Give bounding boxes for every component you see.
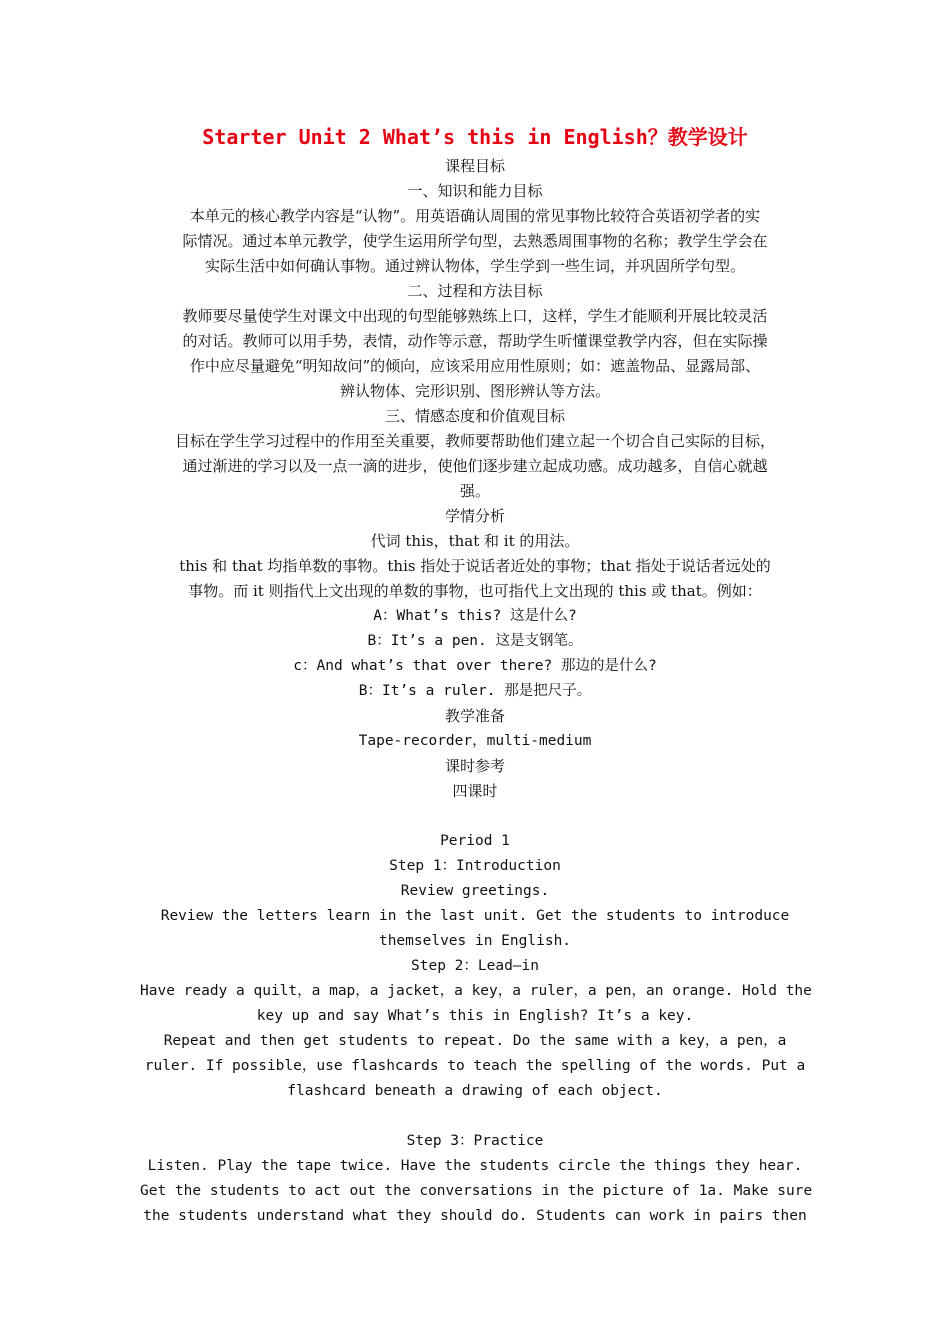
paragraph-line: flashcard beneath a drawing of each object.	[287, 1083, 663, 1099]
step-1-heading: Step 1：Introduction	[389, 858, 561, 874]
paragraph-line: 辨认物体、完形识别、图形辨认等方法。	[339, 382, 610, 400]
step-2-heading: Step 2：Lead—in	[411, 958, 539, 974]
course-goals-heading: 课程目标	[444, 157, 505, 175]
paragraph-line: key up and say What’s this in English? It’s a key.	[256, 1008, 694, 1024]
example-line: c：And what’s that over there? 那边的是什么?	[293, 658, 657, 674]
paragraph-line: Get the students to act out the conversations in the picture of 1a. Make sure	[140, 1183, 813, 1199]
document-title: Starter Unit 2 What’s this in English？教学设计	[202, 125, 748, 149]
paragraph-line: Repeat and then get students to repeat. Do the same with a key，a pen，a	[163, 1033, 787, 1049]
periods-text: 四课时	[452, 782, 498, 800]
step-3-heading: Step 3：Practice	[406, 1133, 544, 1149]
example-line: B：It’s a pen. 这是支钢笔。	[367, 633, 583, 649]
paragraph-line: themselves in English.	[378, 933, 572, 949]
paragraph-line: 本单元的核心教学内容是“认物”。用英语确认周围的常见事物比较符合英语初学者的实	[189, 207, 761, 225]
paragraph-line: 的对话。教师可以用手势，表情，动作等示意，帮助学生听懂课堂教学内容，但在实际操	[182, 332, 768, 350]
paragraph-line: Listen. Play the tape twice. Have the students circle the things they hear.	[147, 1158, 803, 1174]
paragraph-line: 作中应尽量避免“明知故问”的倾向，应该采用应用性原则；如：遮盖物品、显露局部、	[189, 357, 761, 375]
example-line: B：It’s a ruler. 那是把尺子。	[358, 683, 592, 699]
periods-heading: 课时参考	[444, 757, 505, 775]
paragraph-line: Review the letters learn in the last unit. Get the students to introduce	[160, 908, 790, 924]
section-heading-attitude: 三、情感态度和价值观目标	[384, 407, 565, 425]
paragraph-line: 事物。而 it 则指代上文出现的单数的事物，也可指代上文出现的 this 或 that。例如：	[188, 582, 762, 600]
paragraph-line: 强。	[459, 482, 490, 500]
period-1-heading: Period 1	[440, 833, 510, 849]
paragraph-line: 通过渐进的学习以及一点一滴的进步，使他们逐步建立起成功感。成功越多，自信心就越	[182, 457, 768, 475]
spacer	[140, 804, 810, 829]
spacer	[140, 1104, 810, 1129]
paragraph-line: Have ready a quilt，a map，a jacket，a key，a ruler，a pen，an orange. Hold the	[140, 983, 812, 999]
paragraph-line: ruler. If possible，use flashcards to teach the spelling of the words. Put a	[144, 1058, 806, 1074]
section-heading-knowledge: 一、知识和能力目标	[407, 182, 543, 200]
example-line: A：What’s this? 这是什么?	[373, 608, 577, 624]
paragraph-line: 教师要尽量使学生对课文中出现的句型能够熟练上口，这样，学生才能顺利开展比较灵活	[182, 307, 768, 325]
paragraph-line: 实际生活中如何确认事物。通过辨认物体，学生学到一些生词，并巩固所学句型。	[204, 257, 745, 275]
preparation-heading: 教学准备	[444, 707, 505, 725]
section-heading-process: 二、过程和方法目标	[407, 282, 543, 300]
analysis-subheading: 代词 this，that 和 it 的用法。	[370, 532, 580, 550]
document-page	[140, 120, 813, 1229]
paragraph-line: 际情况。通过本单元教学，使学生运用所学句型，去熟悉周围事物的名称；教学生学会在	[182, 232, 768, 250]
paragraph-line: 目标在学生学习过程中的作用至关重要，教师要帮助他们建立起一个切合自己实际的目标，	[174, 432, 775, 450]
preparation-text: Tape-recorder，multi-medium	[358, 733, 592, 749]
paragraph-line: the students understand what they should do. Students can work in pairs then	[143, 1208, 807, 1224]
paragraph-line: Review greetings.	[400, 883, 550, 899]
paragraph-line: this 和 that 均指单数的事物。this 指处于说话者近处的事物；that 指处于说话者远处的	[179, 557, 771, 575]
analysis-heading: 学情分析	[444, 507, 505, 525]
